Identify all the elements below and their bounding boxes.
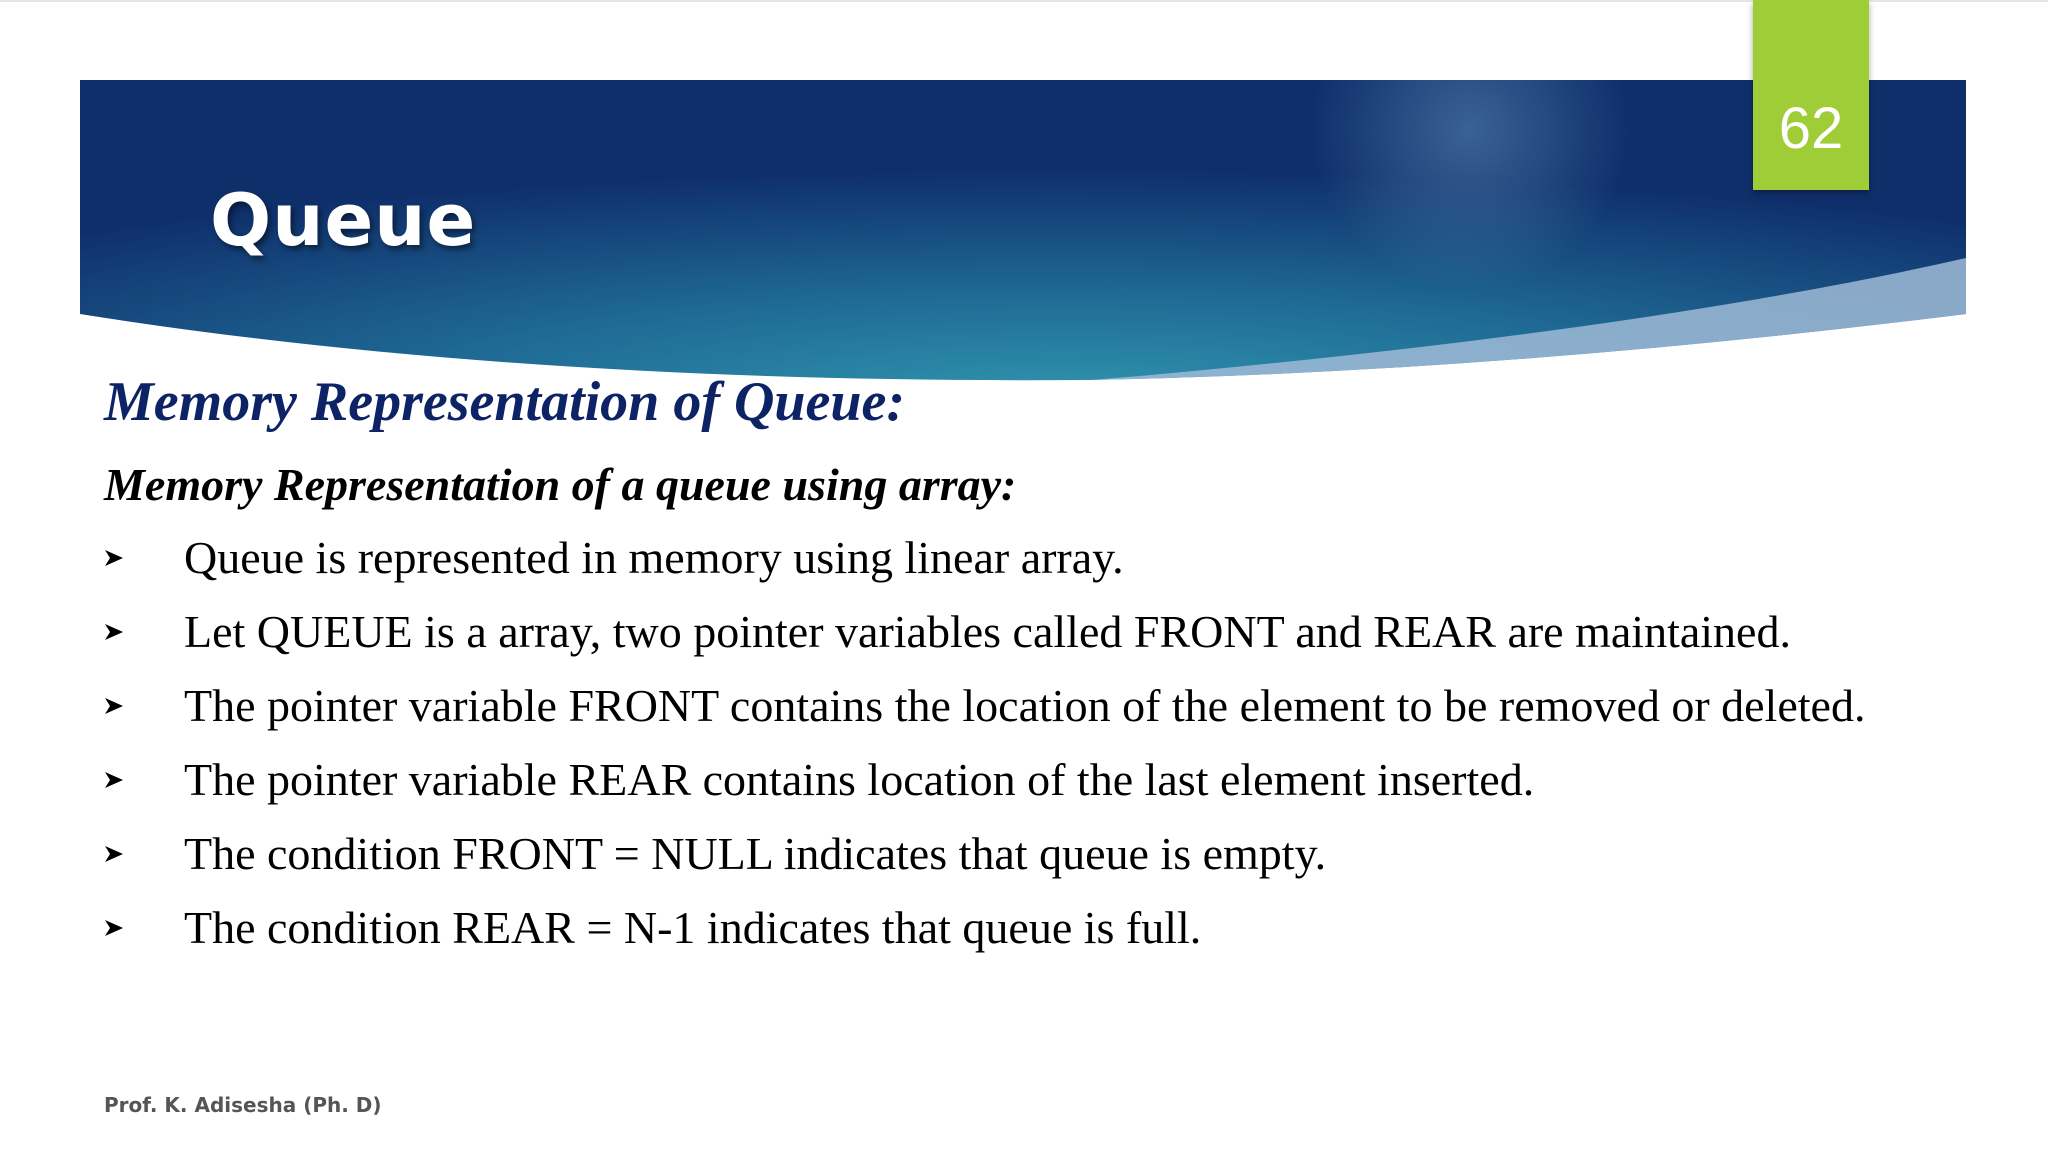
arrowhead-bullet-icon xyxy=(104,528,144,588)
list-item xyxy=(104,602,1904,662)
list-item-text: The pointer variable REAR contains location of the last element inserted. xyxy=(184,754,1535,805)
list-item-text: Let QUEUE is a array, two pointer variables called FRONT and REAR are maintained. xyxy=(184,606,1791,657)
footer-author: Prof. K. Adisesha (Ph. D) xyxy=(104,1093,382,1117)
list-item-text: The condition REAR = N-1 indicates that queue is full. xyxy=(184,902,1202,953)
list-item-text: Queue is represented in memory using linear array. xyxy=(184,532,1124,583)
arrowhead-bullet-icon xyxy=(104,824,144,884)
list-item xyxy=(104,676,1904,736)
bullet-list xyxy=(104,528,1904,972)
slide-title: Queue xyxy=(210,178,477,262)
arrowhead-bullet-icon xyxy=(104,898,144,958)
list-item xyxy=(104,750,1904,810)
slide-number-badge: 62 xyxy=(1753,0,1869,190)
section-heading: Memory Representation of Queue: xyxy=(104,371,906,433)
list-item xyxy=(104,824,1904,884)
arrowhead-bullet-icon xyxy=(104,750,144,810)
list-item-text: The pointer variable FRONT contains the location of the element to be removed or deleted. xyxy=(184,680,1866,731)
arrowhead-bullet-icon xyxy=(104,602,144,662)
list-item xyxy=(104,528,1904,588)
list-item xyxy=(104,898,1904,958)
arrowhead-bullet-icon xyxy=(104,676,144,736)
section-subheading: Memory Representation of a queue using array: xyxy=(104,459,1017,510)
list-item-text: The condition FRONT = NULL indicates that queue is empty. xyxy=(184,828,1327,879)
